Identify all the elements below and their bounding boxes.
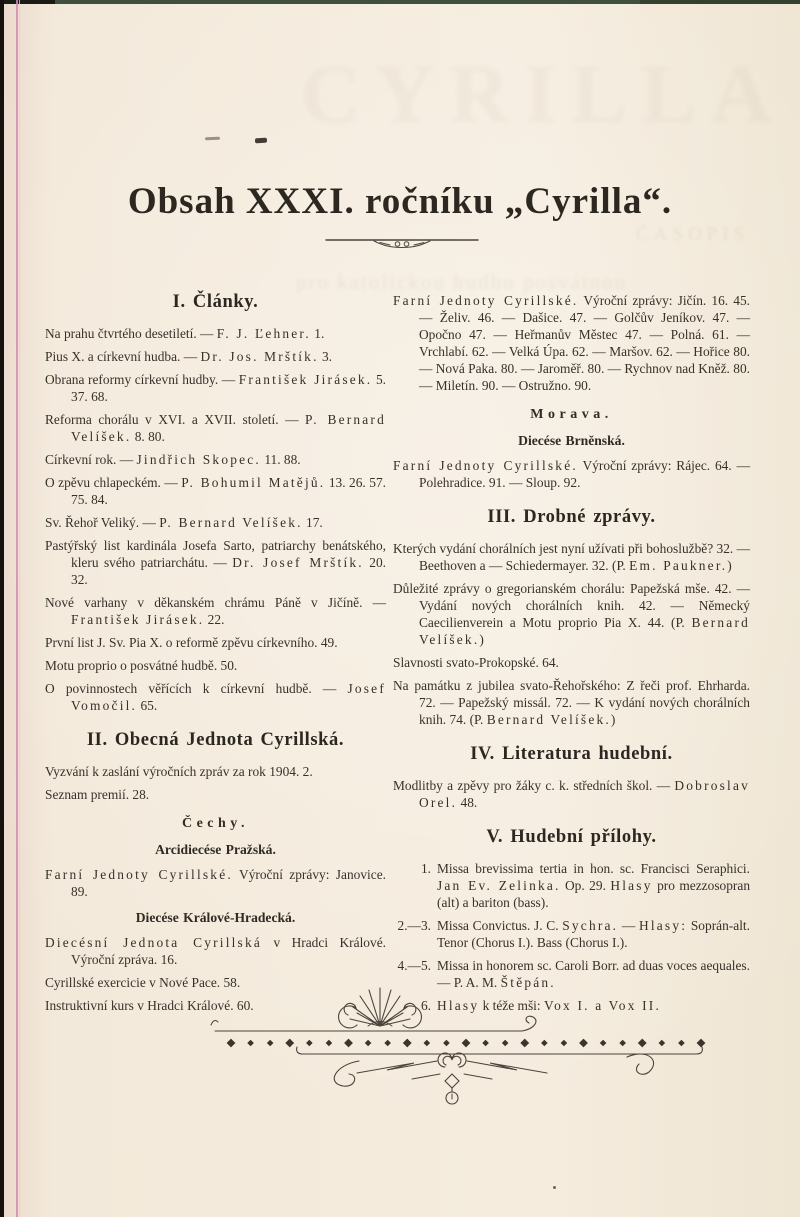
toc-entry: Farní Jednoty Cyrillské. Výroční zprávy: Jičín. 16. 45. — Želiv. 46. — Dašice. 47. — Golčův Jeníkov. 47. — Opočno 47. — Heřmanův Městec 47. — Polná. 61. — Vrchlabí. 62. — Velká Úpa. 62. — Maršov. 62. — Hořice 80. — Nová Paka. 80. — Jaroměř. 80. — Rychnov nad Kněž. 80. — Miletín. 90. — Ostružno. 90. [393, 293, 750, 393]
toc-entry-numbered: 6. Hlasy k téže mši: Vox I. a Vox II. [393, 997, 750, 1014]
ink-mark [205, 137, 220, 141]
toc-entry: Diecésní Jednota Cyrillská v Hradci Králové. Výroční zpráva. 16. [45, 935, 386, 967]
toc-entry: Sv. Řehoř Veliký. — P. Bernard Velíšek. 17. [45, 515, 323, 530]
entry-number: 4.—5. [397, 958, 431, 973]
toc-entry: Církevní rok. — Jindřich Skopec. 11. 88. [45, 452, 301, 467]
bleedthrough-text: ČASOPIS [636, 224, 750, 245]
toc-column-right [393, 292, 750, 1020]
toc-entry-numbered: 2.—3. Missa Convictus. J. C. Sychra. — Hlasy: Soprán-alt. Tenor (Chorus I.). Bass (Chorus I.). [393, 917, 750, 951]
toc-entry: Motu proprio o posvátné hudbě. 50. [45, 658, 238, 673]
toc-entry-numbered: 1. Missa brevissima tertia in hon. sc. Francisci Seraphici. Jan Ev. Zelinka. Op. 29. Hlasy pro mezzosopran (alt) a bariton (bass). [393, 860, 750, 911]
region-heading: Morava. [530, 407, 613, 422]
toc-entry: Na prahu čtvrtého desetiletí. — F. J. Ľehner. 1. [45, 326, 325, 341]
section-heading: IV. Literatura hudební. [470, 744, 673, 764]
entry-number: 2.—3. [397, 918, 431, 933]
toc-entry: O zpěvu chlapeckém. — P. Bohumil Matějů. 13. 26. 57. 75. 84. [45, 475, 387, 507]
toc-entry: Cyrillské exercicie v Nové Pace. 58. [45, 975, 241, 990]
diocese-heading: Diecése Králové-Hradecká. [135, 910, 296, 925]
toc-entry: Reforma chorálu v XVI. a XVII. století. — P. Bernard Velíšek. 8. 80. [45, 412, 386, 444]
toc-entry: Pastýřský list kardinála Josefa Sarto, patriarchy benátského, kleru svého patriarchátu. — Dr. Josef Mrštík. 20. 32. [45, 538, 386, 587]
toc-entry: Slavnosti svato-Prokopské. 64. [393, 655, 559, 670]
toc-entry: Farní Jednoty Cyrillské. Výroční zprávy: Rájec. 64. — Polehradice. 91. — Sloup. 92. [393, 458, 750, 490]
ink-mark [255, 138, 267, 144]
scan-edge-top [0, 0, 800, 4]
toc-entry: První list J. Sv. Pia X. o reformě zpěvu církevního. 49. [45, 635, 338, 650]
diocese-heading: Arcidiecése Pražská. [155, 842, 276, 857]
toc-entry: Obrana reformy církevní hudby. — František Jirásek. 5. 37. 68. [45, 372, 386, 404]
tailpiece-ornament [207, 986, 707, 1108]
toc-entry: Modlitby a zpěvy pro žáky c. k. středních škol. — Dobroslav Orel. 48. [393, 778, 750, 810]
ink-mark [553, 1186, 556, 1189]
toc-entry: Seznam premií. 28. [45, 787, 150, 802]
toc-entry-numbered: 4.—5. Missa in honorem sc. Caroli Borr. ad duas voces aequales. — P. A. M. Štěpán. [393, 957, 750, 991]
bleedthrough-text: pro katolickou hudbu posvátnou [296, 270, 628, 294]
toc-entry: Instruktivní kurs v Hradci Králové. 60. [45, 998, 254, 1013]
diocese-heading: Diecése Brněnská. [518, 433, 625, 448]
toc-entry: Na památku z jubilea svato-Řehořského: Z řeči prof. Ehrharda. 72. — Papežský missál. 72. — K vydání nových chorálních knih. 74. (P. Bernard Velíšek.) [393, 678, 750, 727]
region-heading: Čechy. [181, 816, 250, 831]
section-heading: II. Obecná Jednota Cyrillská. [86, 730, 345, 750]
page-title: Obsah XXXI. ročníku „Cyrilla“. [127, 181, 673, 222]
section-heading: I. Články. [172, 292, 259, 312]
toc-entry: Vyzvání k zaslání výročních zpráv za rok 1904. 2. [45, 764, 313, 779]
bleedthrough-text: CYRILLA [300, 48, 786, 141]
section-heading: III. Drobné zprávy. [487, 507, 656, 527]
toc-column-left [45, 292, 386, 1020]
toc-entry: Pius X. a církevní hudba. — Dr. Jos. Mrštík. 3. [45, 349, 333, 364]
toc-entry: Kterých vydání chorálních jest nyní užívati při bohoslužbě? 32. — Beethoven a — Schiedermayer. 32. (P. Em. Paukner.) [393, 541, 750, 573]
entry-number: 1. [420, 861, 431, 876]
entry-number: 6. [420, 998, 431, 1013]
diamond-row-ornament [227, 1039, 706, 1048]
section-heading: V. Hudební přílohy. [486, 827, 657, 847]
toc-entry: Farní Jednoty Cyrillské. Výroční zprávy: Janovice. 89. [45, 867, 386, 899]
toc-entry: Nové varhany v děkanském chrámu Páně v Jičíně. — František Jirásek. 22. [45, 595, 386, 627]
toc-entry: Důležité zprávy o gregorianském chorálu: Papežská mše. 42. — Vydání nových chorálních knih. 42. — Německý Caecilienverein a Motu proprio Pia X. 44. (P. Bernard Velíšek.) [393, 581, 750, 647]
title-divider-ornament [322, 234, 482, 254]
toc-entry: O povinnostech věřících k církevní hudbě. — Josef Vomočil. 65. [45, 681, 386, 713]
